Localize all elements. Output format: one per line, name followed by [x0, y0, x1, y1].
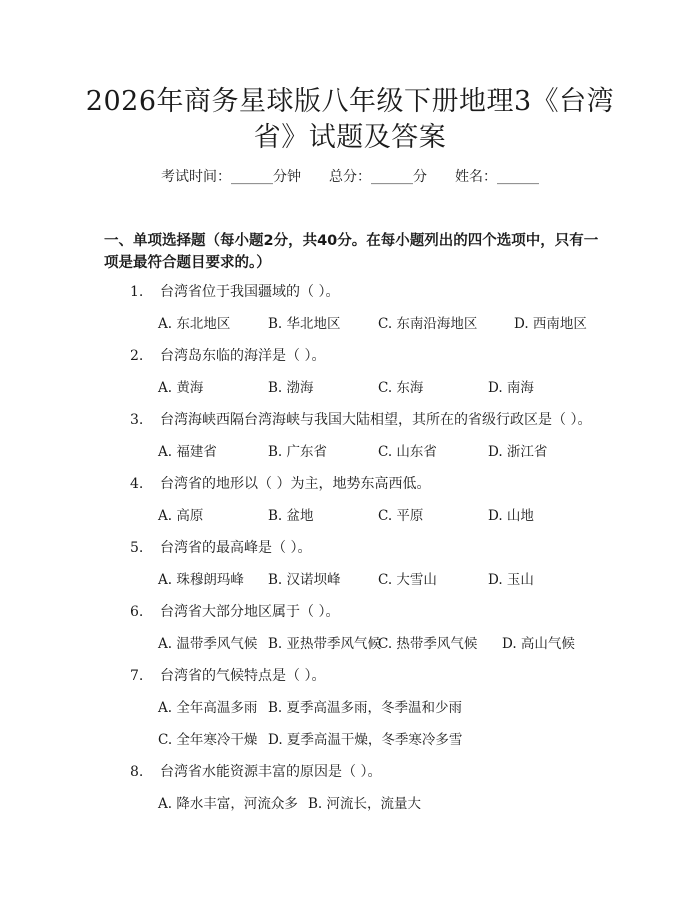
question-2	[130, 347, 325, 365]
question-number: 1.	[130, 284, 144, 300]
question-3	[130, 411, 591, 429]
option-c: C. 平原	[378, 508, 424, 524]
question-1	[130, 283, 339, 301]
option-a: A. 福建省	[158, 444, 217, 460]
question-number: 8.	[130, 764, 144, 780]
question-number: 5.	[130, 540, 144, 556]
option-a: A. 温带季风气候	[158, 636, 258, 652]
option-b: B. 广东省	[268, 444, 328, 460]
question-text: 台湾省水能资源丰富的原因是（ ）。	[160, 764, 382, 780]
question-6	[130, 603, 339, 621]
option-a: A. 降水丰富，河流众多	[158, 796, 298, 812]
option-a: A. 珠穆朗玛峰	[158, 572, 244, 588]
option-d: D. 山地	[488, 508, 534, 524]
option-a: A. 高原	[158, 508, 204, 524]
option-d: D. 浙江省	[488, 444, 548, 460]
option-a: A. 东北地区	[158, 316, 231, 332]
title-line-2: 省》试题及答案	[253, 122, 447, 153]
option-d: D. 夏季高温干燥，冬季寒冷多雪	[268, 732, 463, 748]
exam-total-score: 总分：______分	[329, 169, 427, 185]
option-c: C. 东南沿海地区	[378, 316, 478, 332]
option-d: D. 西南地区	[514, 316, 587, 332]
option-c: C. 山东省	[378, 444, 437, 460]
question-number: 4.	[130, 476, 144, 492]
option-b: B. 渤海	[268, 380, 314, 396]
option-c: C. 东海	[378, 380, 424, 396]
option-b: B. 亚热带季风气候	[268, 636, 382, 652]
option-b: B. 盆地	[268, 508, 314, 524]
option-b: B. 夏季高温多雨，冬季温和少雨	[268, 700, 463, 716]
question-text: 台湾省的气候特点是（ ）。	[160, 668, 326, 684]
question-7	[130, 667, 325, 685]
question-number: 6.	[130, 604, 144, 620]
question-text: 台湾省大部分地区属于（ ）。	[160, 604, 340, 620]
option-d: D. 玉山	[488, 572, 534, 588]
question-text: 台湾岛东临的海洋是（ ）。	[160, 348, 326, 364]
option-d: D. 南海	[488, 380, 534, 396]
question-text: 台湾省的最高峰是（ ）。	[160, 540, 312, 556]
section-header: 一、单项选择题（每小题2分，共40分。在每小题列出的四个选项中，只有一项是最符合题目要求的。）	[104, 233, 599, 271]
question-8	[130, 763, 381, 781]
option-b: B. 汉诺坝峰	[268, 572, 341, 588]
question-5	[130, 539, 311, 557]
question-text: 台湾省位于我国疆域的（ ）。	[160, 284, 340, 300]
question-text: 台湾海峡西隔台湾海峡与我国大陆相望，其所在的省级行政区是（ ）。	[160, 412, 592, 428]
title-line-1: 2026年商务星球版八年级下册地理3《台湾	[85, 86, 615, 117]
exam-time: 考试时间：______分钟	[161, 169, 301, 185]
option-a: A. 全年高温多雨	[158, 700, 258, 716]
question-number: 3.	[130, 412, 144, 428]
question-4	[130, 475, 430, 493]
option-c: C. 全年寒冷干燥	[158, 732, 258, 748]
option-c: C. 热带季风气候	[378, 636, 478, 652]
option-c: C. 大雪山	[378, 572, 437, 588]
page-title	[60, 84, 640, 156]
question-number: 7.	[130, 668, 144, 684]
option-b: B. 河流长，流量大	[308, 796, 422, 812]
question-number: 2.	[130, 348, 144, 364]
exam-meta	[0, 168, 700, 186]
option-b: B. 华北地区	[268, 316, 341, 332]
question-text: 台湾省的地形以（ ）为主，地势东高西低。	[160, 476, 431, 492]
option-d: D. 高山气候	[502, 636, 575, 652]
exam-name: 姓名：______	[455, 169, 539, 185]
option-a: A. 黄海	[158, 380, 204, 396]
